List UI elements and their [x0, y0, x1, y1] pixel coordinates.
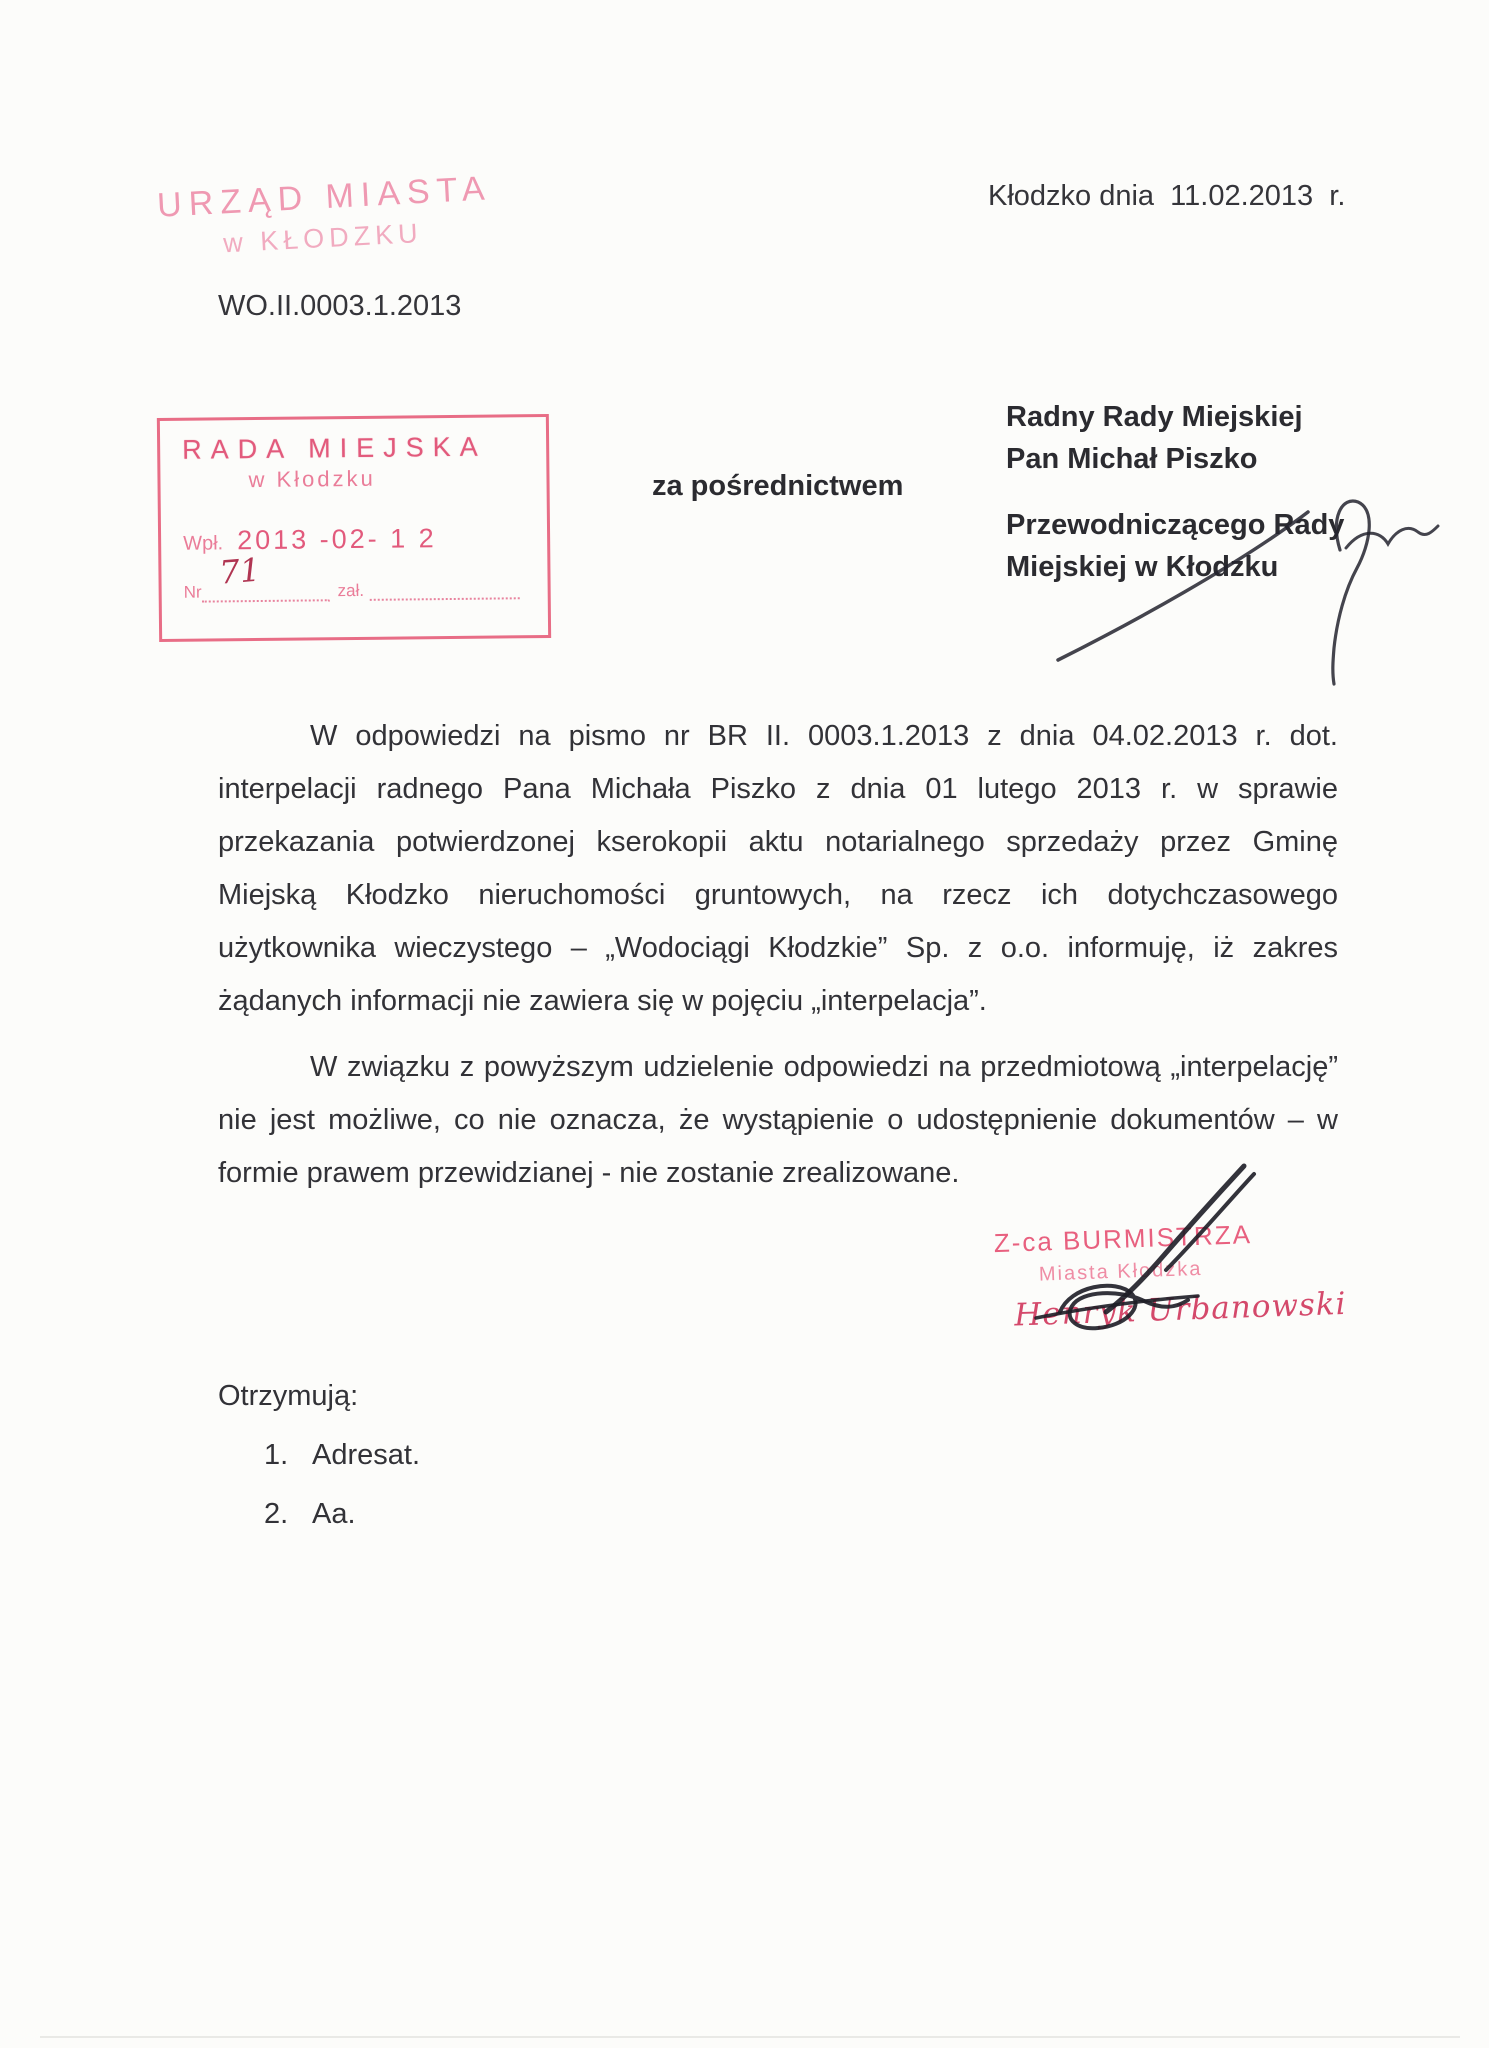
list-item-label: Adresat.: [312, 1439, 420, 1471]
number-dotted-line: [202, 550, 330, 602]
list-item: [264, 1439, 420, 1472]
addressee-gap: [1006, 480, 1344, 504]
receipt-ink-stamp: [157, 414, 551, 642]
list-item-number: 2.: [264, 1498, 289, 1530]
scan-artifact-line: [40, 2036, 1460, 2038]
office-stamp-line2: w KŁODZKU: [222, 217, 424, 259]
addressee-line1: Radny Rady Miejskiej: [1006, 401, 1303, 433]
attachments-dotted-line: [370, 579, 520, 601]
received-label: Wpł.: [183, 532, 224, 555]
distribution-title: Otrzymują:: [218, 1380, 359, 1412]
addressee-line2: Pan Michał Piszko: [1006, 443, 1258, 475]
office-stamp-line1: URZĄD MIASTA: [156, 169, 493, 225]
signature-stamp-block: [993, 1216, 1347, 1334]
signer-subtitle: Miasta Kłodzka: [1038, 1257, 1203, 1286]
body-paragraph-2: W związku z powyższym udzielenie odpowiedzi na przedmiotową „interpelację” nie jest możliwe, co nie oznacza, że wystąpienie o udostępnienie dokumentów – w formie prawem przewidzianej - nie zostanie zrealizowane.: [218, 1051, 1338, 1189]
addressee-line4: Miejskiej w Kłodzku: [1006, 551, 1279, 583]
signer-title: Z-ca BURMISTRZA: [993, 1219, 1253, 1259]
list-item-number: 1.: [264, 1439, 289, 1471]
receipt-stamp-org-line2: w Kłodzku: [248, 465, 376, 493]
addressee-line3: Przewodniczącego Rady: [1006, 509, 1345, 541]
handwritten-number: 71: [217, 550, 262, 592]
distribution-list: [218, 1380, 420, 1531]
via-label: za pośrednictwem: [652, 470, 904, 502]
reference-number: WO.II.0003.1.2013: [218, 290, 462, 322]
receipt-stamp-org-line1: RADA MIEJSKA: [182, 431, 487, 465]
body-paragraph-1: W odpowiedzi na pismo nr BR II. 0003.1.2013 z dnia 04.02.2013 r. dot. interpelacji radnego Pana Michała Piszko z dnia 01 lutego 2013 r. w sprawie przekazania potwierdzonej kserokopii aktu notarialnego sprzedaży przez Gminę Miejską Kłodzko nieruchomości gruntowych, na rzecz ich dotychczasowego użytkownika wieczystego – „Wodociągi Kłodzkie” Sp. z o.o. informuję, iż zakres żądanych informacji nie zawiera się w pojęciu „interpelacja”.: [218, 720, 1338, 1017]
list-item-label: Aa.: [312, 1498, 356, 1530]
letter-date: Kłodzko dnia 11.02.2013 r.: [988, 180, 1346, 212]
letter-body: [218, 710, 1338, 1200]
received-date: 2013 -02- 1 2: [236, 523, 437, 556]
number-label: Nr: [183, 582, 202, 602]
office-ink-stamp: [156, 169, 494, 262]
receipt-stamp-number-row: [183, 550, 532, 603]
addressee-block: [1006, 396, 1344, 588]
attachments-label: zał.: [337, 580, 365, 601]
list-item: [264, 1498, 420, 1531]
signer-name: Henryk Urbanowski: [1013, 1285, 1348, 1334]
